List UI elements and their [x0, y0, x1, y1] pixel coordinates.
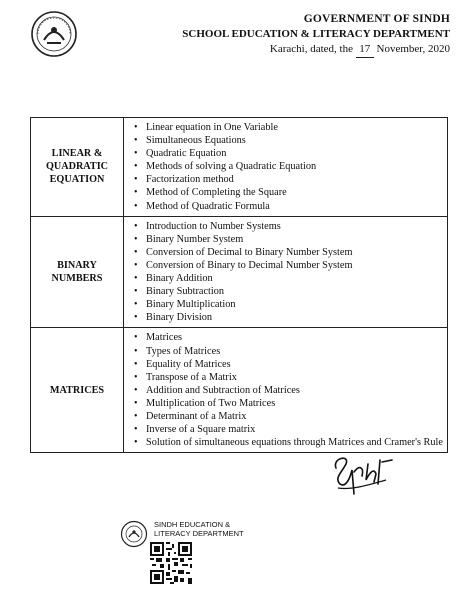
topic-list-item: • Quadratic Equation [146, 147, 443, 160]
topic-line: LINEAR & [51, 148, 103, 160]
topic-list-item: • Binary Subtraction [146, 285, 443, 298]
topic-cell [31, 118, 124, 217]
date-prefix: Karachi, dated, the [269, 43, 353, 55]
qr-code-icon [148, 542, 194, 584]
header-line-2: SCHOOL EDUCATION & LITERACY DEPARTMENT [182, 28, 450, 40]
syllabus-row [31, 118, 448, 217]
topic-list [132, 121, 443, 213]
syllabus-row [31, 328, 448, 453]
topic-list-item: • Transpose of a Matrix [146, 371, 443, 384]
items-cell [124, 118, 448, 217]
topic-list-item: • Binary Division [146, 311, 443, 324]
topic-list [132, 331, 443, 449]
syllabus-table [30, 117, 448, 453]
topic-cell [31, 328, 124, 453]
topic-list-item: • Methods of solving a Quadratic Equation [146, 160, 443, 173]
topic-line: NUMBERS [51, 273, 103, 285]
date-day: 17 [356, 42, 374, 58]
topic-list-item: • Simultaneous Equations [146, 134, 443, 147]
topic-list-item: • Addition and Subtraction of Matrices [146, 384, 443, 397]
topic-list-item: • Types of Matrices [146, 345, 443, 358]
topic-line: QUADRATIC [45, 161, 109, 173]
items-cell [124, 216, 448, 328]
topic-list-item: • Multiplication of Two Matrices [146, 397, 443, 410]
date-line [150, 42, 450, 58]
topic-list-item: • Conversion of Binary to Decimal Number System [146, 259, 443, 272]
handwritten-signature [330, 450, 400, 500]
topic-list-item: • Introduction to Number Systems [146, 220, 443, 233]
topic-list-item: • Equality of Matrices [146, 358, 443, 371]
topic-list-item: • Method of Quadratic Formula [146, 200, 443, 213]
topic-line: EQUATION [49, 174, 105, 186]
topic-list-item: • Matrices [146, 331, 443, 344]
syllabus-row [31, 216, 448, 328]
topic-list-item: • Binary Multiplication [146, 298, 443, 311]
topic-line: BINARY [57, 260, 97, 272]
topic-list-item: • Solution of simultaneous equations through Matrices and Cramer's Rule [146, 436, 443, 449]
stamp-seal-icon [120, 520, 148, 548]
date-suffix: November, 2020 [376, 43, 450, 55]
stamp-text: SINDH EDUCATION & LITERACY DEPARTMENT [154, 520, 244, 538]
topic-list-item: • Binary Addition [146, 272, 443, 285]
topic-list-item: • Factorization method [146, 173, 443, 186]
topic-list-item: • Determinant of a Matrix [146, 410, 443, 423]
topic-list-item: • Conversion of Decimal to Binary Number System [146, 246, 443, 259]
header-line-1: GOVERNMENT OF SINDH [303, 13, 450, 25]
items-cell [124, 328, 448, 453]
letter-header [150, 12, 450, 58]
topic-cell [31, 216, 124, 328]
department-stamp [120, 520, 270, 582]
topic-list-item: • Binary Number System [146, 233, 443, 246]
topic-line: MATRICES [49, 384, 105, 396]
topic-list [132, 220, 443, 325]
government-seal-icon [30, 10, 78, 58]
topic-list-item: • Method of Completing the Square [146, 186, 443, 199]
topic-list-item: • Inverse of a Square matrix [146, 423, 443, 436]
topic-list-item: • Linear equation in One Variable [146, 121, 443, 134]
